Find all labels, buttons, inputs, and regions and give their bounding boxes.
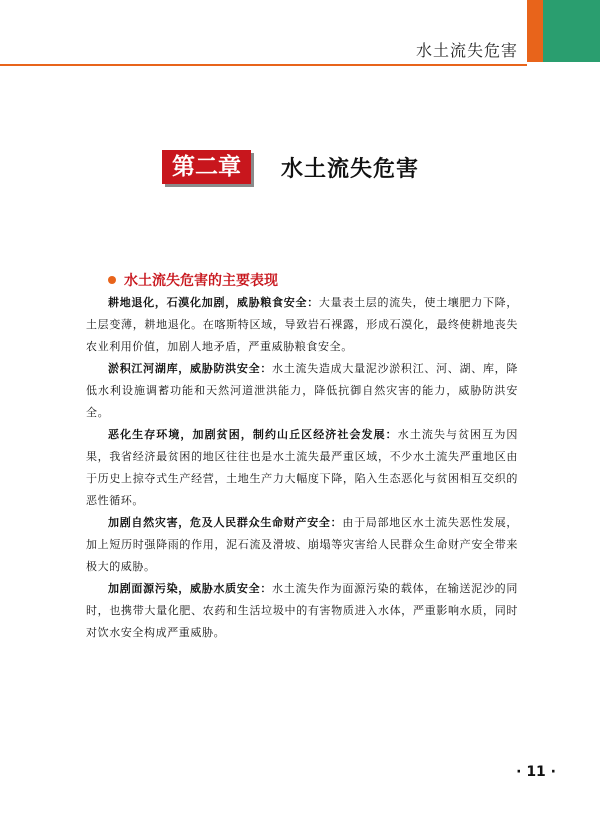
chapter-heading bbox=[162, 148, 419, 186]
section-heading-text: 水土流失危害的主要表现 bbox=[124, 273, 278, 289]
paragraph bbox=[86, 424, 518, 512]
paragraph-title: 加剧自然灾害，危及人民群众生命财产安全： bbox=[108, 516, 343, 529]
paragraph-title: 耕地退化，石漠化加剧，威胁粮食安全： bbox=[108, 296, 319, 309]
header-rule bbox=[0, 64, 527, 66]
paragraph-title: 恶化生存环境，加剧贫困，制约山丘区经济社会发展： bbox=[108, 428, 398, 441]
chapter-title: 水土流失危害 bbox=[281, 156, 420, 182]
paragraph-text: 水土流失造成大量泥沙淤积江、河、湖、库，降低水利设施调蓄功能和天然河道泄洪能力，降低抗御自然灾害的能力，威胁防洪安全。 bbox=[86, 362, 518, 419]
paragraph-text: 由于局部地区水土流失恶性发展，加上短历时强降雨的作用，泥石流及滑坡、崩塌等灾害给人民群众生命财产安全带来极大的威胁。 bbox=[86, 516, 519, 573]
header-orange-tab bbox=[527, 0, 543, 62]
paragraph-text: 水土流失作为面源污染的载体，在输送泥沙的同时，也携带大量化肥、农药和生活垃圾中的有害物质进入水体，严重影响水质，同时对饮水安全构成严重威胁。 bbox=[86, 582, 518, 639]
header-green-tab bbox=[543, 0, 600, 62]
paragraph bbox=[86, 358, 518, 424]
paragraph bbox=[86, 292, 518, 358]
body-text bbox=[86, 292, 518, 644]
paragraph-text: 水土流失与贫困互为因果，我省经济最贫困的地区往往也是水土流失最严重区域，不少水土流失严重地区由于历史上掠夺式生产经营，土地生产力大幅度下降，陷入生态恶化与贫困相互交织的恶性循环。 bbox=[86, 428, 519, 507]
paragraph-title: 加剧面源污染，威胁水质安全： bbox=[108, 582, 273, 595]
section-heading bbox=[108, 270, 278, 290]
paragraph-text: 大量表土层的流失，使土壤肥力下降，土层变薄，耕地退化。在喀斯特区域，导致岩石裸露，形成石漠化，最终使耕地丧失农业利用价值，加剧人地矛盾，严重威胁粮食安全。 bbox=[86, 296, 518, 353]
bullet-dot-icon bbox=[108, 276, 116, 284]
paragraph-title: 淤积江河湖库，威胁防洪安全： bbox=[108, 362, 273, 375]
page-number: · 11 · bbox=[516, 764, 556, 780]
chapter-label: 第二章 bbox=[162, 150, 251, 184]
paragraph bbox=[86, 512, 518, 578]
paragraph bbox=[86, 578, 518, 644]
running-head: 水土流失危害 bbox=[415, 41, 518, 60]
